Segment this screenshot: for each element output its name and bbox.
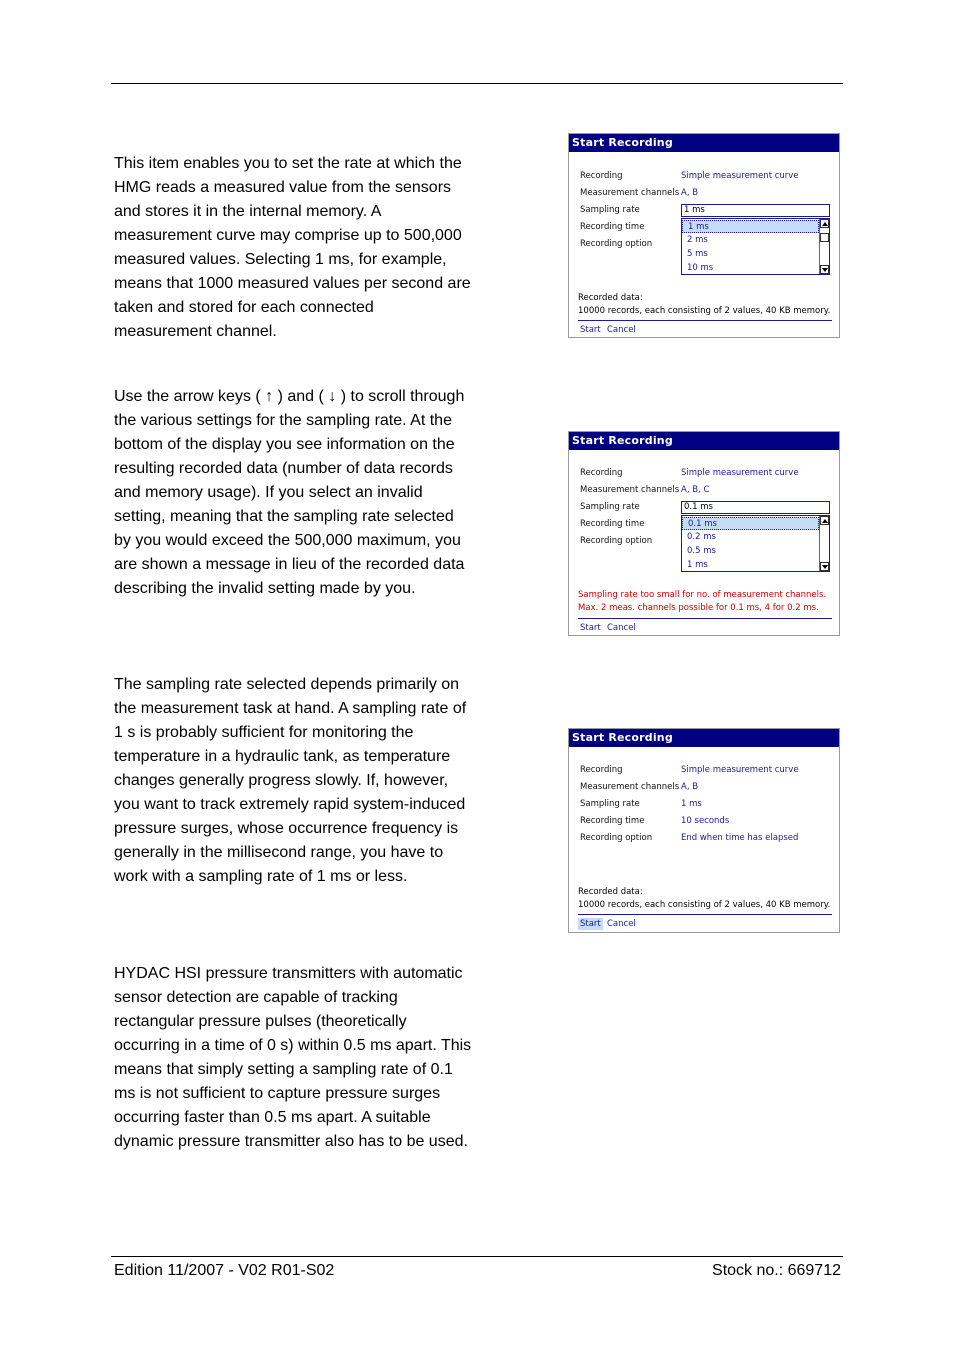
scroll-thumb[interactable] [820, 233, 829, 242]
recording-option-label: Recording option [580, 833, 653, 843]
sampling-rate-label: Sampling rate [580, 205, 640, 215]
dropdown-option[interactable]: 0.1 ms [682, 517, 819, 530]
footer-edition: Edition 11/2007 - V02 R01-S02 [114, 1262, 335, 1279]
recording-option-value[interactable]: End when time has elapsed [681, 833, 799, 843]
recorded-data-info: 10000 records, each consisting of 2 values, 40 KB memory. [578, 306, 831, 316]
dialog-title: Start Recording [569, 134, 839, 152]
dialog-title: Start Recording [569, 432, 839, 450]
start-button[interactable]: Start [580, 919, 601, 929]
paragraph-text: HYDAC HSI pressure transmitters with automatic sensor detection are capable of tracking rectangular pressure pulses (theoretically occurring in a time of 0 s) within 0.5 ms apart. This means that simply setting a sampling rate of 0.1 ms is not sufficient to capture pressure surges occurring faster than 0.5 ms apart. A suitable dynamic pressure transmitter also has to be used. [114, 965, 472, 1150]
recording-value[interactable]: Simple measurement curve [681, 765, 799, 775]
dropdown-option[interactable]: 2 ms [687, 235, 708, 245]
recording-label: Recording [580, 765, 623, 775]
sampling-rate-select[interactable]: 0.1 ms [681, 501, 830, 514]
recording-time-value[interactable]: 10 seconds [681, 816, 730, 826]
recording-time-label: Recording time [580, 816, 645, 826]
scroll-up-icon[interactable] [820, 219, 829, 228]
sampling-rate-dropdown [681, 218, 830, 275]
channels-label: Measurement channels [580, 188, 680, 198]
paragraph-text: The sampling rate selected depends primarily on the measurement task at hand. A sampling rate of 1 s is probably sufficient for monitoring the temperature in a hydraulic tank, as temperature changes generally progress slowly. If, however, you want to track extremely rapid system-induced pressure surges, whose occurrence frequency is generally in the millisecond range, you have to work with a sampling rate of 1 ms or less. [114, 676, 467, 885]
scroll-down-icon[interactable] [820, 265, 829, 274]
cancel-button[interactable]: Cancel [607, 325, 636, 335]
sampling-rate-label: Sampling rate [580, 799, 640, 809]
body-paragraph-4 [114, 962, 474, 1154]
recorded-data-label: Recorded data: [578, 293, 643, 303]
screenshot-start-recording-3 [568, 728, 840, 933]
header-rule [111, 83, 843, 84]
recording-value[interactable]: Simple measurement curve [681, 171, 799, 181]
recording-value[interactable]: Simple measurement curve [681, 468, 799, 478]
channels-label: Measurement channels [580, 485, 680, 495]
dropdown-option[interactable]: 10 ms [687, 263, 714, 273]
dropdown-option[interactable]: 5 ms [687, 249, 708, 259]
scrollbar[interactable] [819, 219, 829, 274]
cancel-button[interactable]: Cancel [607, 919, 636, 929]
divider [578, 320, 832, 321]
channels-label: Measurement channels [580, 782, 680, 792]
cancel-button[interactable]: Cancel [607, 623, 636, 633]
scroll-up-icon[interactable] [820, 516, 829, 525]
divider [578, 618, 832, 619]
dropdown-option[interactable]: 1 ms [682, 220, 819, 233]
footer-rule [111, 1256, 843, 1257]
body-paragraph-1 [114, 152, 474, 344]
screenshot-start-recording-1 [568, 133, 840, 338]
dropdown-option[interactable]: 1 ms [687, 560, 708, 570]
dropdown-option[interactable]: 0.5 ms [687, 546, 716, 556]
error-message-line-1: Sampling rate too small for no. of measurement channels. [578, 590, 827, 600]
recording-option-label: Recording option [580, 536, 653, 546]
recording-time-label: Recording time [580, 519, 645, 529]
recording-time-label: Recording time [580, 222, 645, 232]
paragraph-text: Use the arrow keys ( ↑ ) and ( ↓ ) to scroll through the various settings for the sampling rate. At the bottom of the display you see information on the resulting recorded data (number of data records and memory usage). If you select an invalid setting, meaning that the sampling rate selected by you would exceed the 500,000 maximum, you are shown a message in lieu of the recorded data describing the invalid setting made by you. [114, 388, 465, 597]
sampling-rate-select[interactable]: 1 ms [681, 204, 830, 217]
recorded-data-label: Recorded data: [578, 887, 643, 897]
recording-option-label: Recording option [580, 239, 653, 249]
body-paragraph-2 [114, 385, 474, 601]
sampling-rate-value[interactable]: 1 ms [681, 799, 702, 809]
divider [578, 914, 832, 915]
scrollbar[interactable] [819, 516, 829, 571]
sampling-rate-label: Sampling rate [580, 502, 640, 512]
channels-value[interactable]: A, B [681, 782, 699, 792]
recorded-data-info: 10000 records, each consisting of 2 values, 40 KB memory. [578, 900, 831, 910]
scroll-down-icon[interactable] [820, 562, 829, 571]
paragraph-text: This item enables you to set the rate at which the HMG reads a measured value from the sensors and stores it in the internal memory. A measurement curve may comprise up to 500,000 measured values. Selecting 1 ms, for example, means that 1000 measured values per second are taken and stored for each connected measurement channel. [114, 155, 471, 340]
footer-stock-number: Stock no.: 669712 [712, 1262, 841, 1279]
error-message-line-2: Max. 2 meas. channels possible for 0.1 ms, 4 for 0.2 ms. [578, 603, 819, 613]
body-paragraph-3 [114, 673, 474, 889]
recording-label: Recording [580, 171, 623, 181]
sampling-rate-dropdown [681, 515, 830, 572]
dialog-title: Start Recording [569, 729, 839, 747]
channels-value[interactable]: A, B, C [681, 485, 710, 495]
channels-value[interactable]: A, B [681, 188, 699, 198]
start-button[interactable]: Start [580, 325, 601, 335]
start-button[interactable]: Start [580, 623, 601, 633]
dropdown-option[interactable]: 0.2 ms [687, 532, 716, 542]
screenshot-start-recording-2 [568, 431, 840, 636]
recording-label: Recording [580, 468, 623, 478]
